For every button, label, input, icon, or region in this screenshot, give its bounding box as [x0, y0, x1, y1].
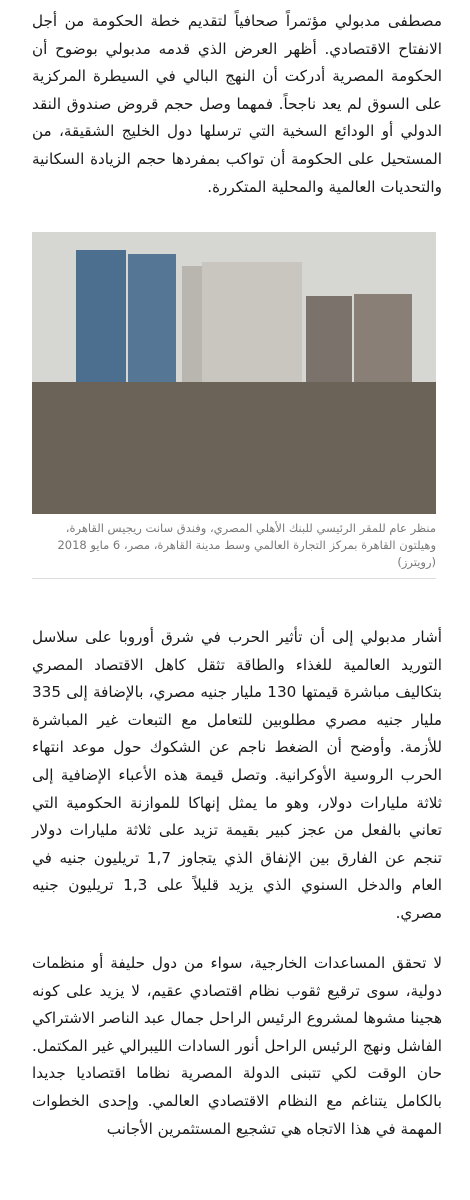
article-paragraph-2: أشار مدبولي إلى أن تأثير الحرب في شرق أوروبا على سلاسل التوريد العالمية للغذاء والطاقة تثقل كاهل الاقتصاد المصري بتكاليف مباشرة قيمتها 130 مليار جنيه مصري، بالإضافة إلى 335 مليار جنيه مصري مطلوبين للتعامل مع التبعات غير المباشرة للأزمة. وأوضح أن الضغط ناجم عن الشكوك حول موعد انتهاء الحرب الروسية الأوكرانية. وتصل قيمة هذه الأعباء الإضافية إلى ثلاثة مليارات دولار، وهو ما يمثل إنهاكا للموازنة الحكومية التي تعاني بالفعل من عجز كبير بقيمة تزيد على ثلاثة مليارات دولار تنجم عن الفارق بين الإنفاق الذي يتجاوز 1,7 تريليون جنيه في العام والدخل السنوي الذي يزيد قليلاً على 1,3 تريليون جنيه مصري.: [32, 628, 443, 922]
article-photo: [32, 232, 436, 514]
article-paragraph-1: مصطفى مدبولي مؤتمراً صحافياً لتقديم خطة الحكومة من أجل الانفتاح الاقتصادي. أظهر العرض الذي قدمه مدبولي بوضوح أن الحكومة المصرية أدركت أن النهج البالي في السيطرة المركزية على السوق لم يعد ناجحاً. فمهما وصل حجم قروض صندوق النقد الدولي أو الودائع السخية التي ترسلها دول الخليج الشقيقة، من المستحيل على الحكومة أن تواكب بمفردها حجم الزيادة السكانية والتحديات العالمية والمحلية المتكررة.: [32, 12, 442, 196]
caption-divider: [32, 578, 436, 579]
photo-caption: منظر عام للمقر الرئيسي للبنك الأهلي المصري، وفندق سانت ريجيس القاهرة، وهيلتون القاهرة بمركز التجارة العالمي وسط مدينة القاهرة، مصر، 6 مايو 2018 (رويترز): [57, 521, 436, 569]
article-paragraph-3: لا تحقق المساعدات الخارجية، سواء من دول حليفة أو منظمات دولية، سوى ترقيع ثقوب نظام اقتصادي عقيم، لا يزيد على كونه هجينا مشوها لمشروع الرئيس الراحل جمال عبد الناصر الاشتراكي الفاشل ونهج الرئيس الراحل أنور السادات الليبرالي غير المكتمل. حان الوقت لكي تتبنى الدولة المصرية نظاما اقتصاديا جديدا بالكامل يتناغم مع النظام الاقتصادي العالمي. وإحدى الخطوات المهمة في هذا الاتجاه هي تشجيع المستثمرين الأجانب: [32, 954, 442, 1138]
